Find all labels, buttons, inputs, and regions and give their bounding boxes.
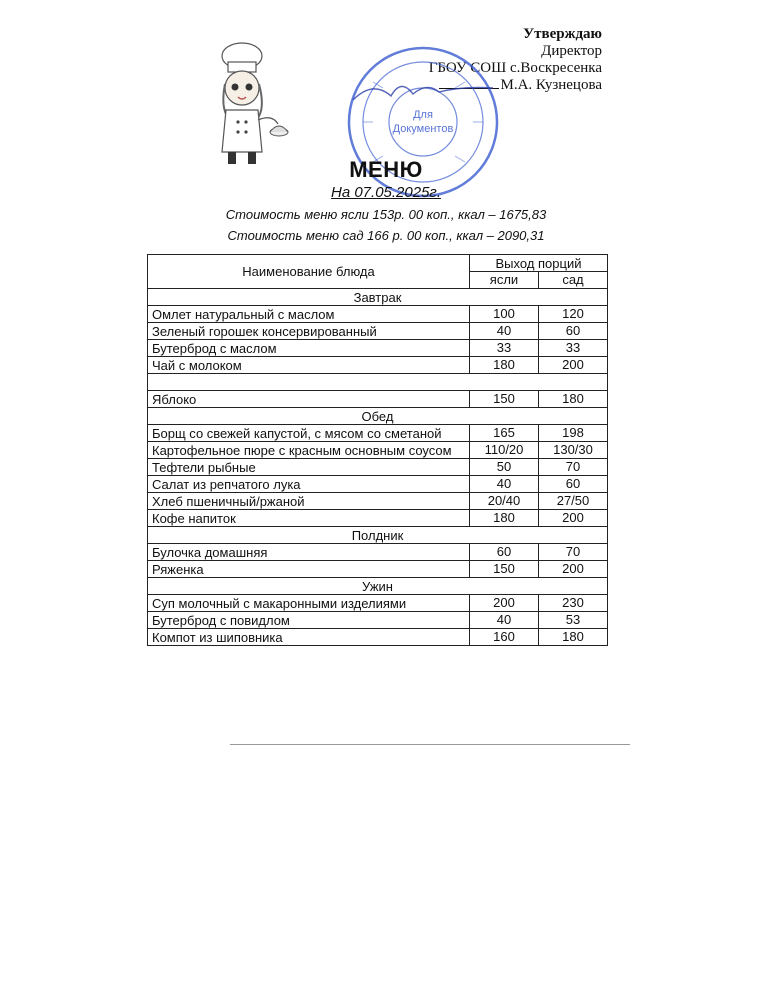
portion-kindergarten: 27/50 (539, 493, 608, 510)
header-kindergarten: сад (539, 272, 608, 289)
table-row (148, 476, 608, 493)
portion-kindergarten: 198 (539, 425, 608, 442)
section-lunch (148, 408, 608, 425)
table-row (148, 306, 608, 323)
section-breakfast (148, 289, 608, 306)
portion-nursery: 160 (470, 629, 539, 646)
dish-name: Зеленый горошек консервированный (148, 323, 470, 340)
dish-name: Кофе напиток (148, 510, 470, 527)
portion-nursery: 33 (470, 340, 539, 357)
portion-nursery: 150 (470, 391, 539, 408)
approval-title: Утверждаю (523, 26, 602, 42)
menu-title: МЕНЮ (349, 157, 423, 182)
portion-kindergarten: 60 (539, 323, 608, 340)
portion-nursery: 100 (470, 306, 539, 323)
table-row (148, 510, 608, 527)
table-row (148, 391, 608, 408)
portion-kindergarten: 70 (539, 544, 608, 561)
portion-kindergarten: 120 (539, 306, 608, 323)
approval-org: ГБОУ СОШ с.Воскресенка (428, 60, 602, 76)
table-row (148, 493, 608, 510)
portion-kindergarten: 180 (539, 629, 608, 646)
portion-kindergarten: 230 (539, 595, 608, 612)
portion-kindergarten: 180 (539, 391, 608, 408)
portion-kindergarten: 130/30 (539, 442, 608, 459)
table-header-row (148, 255, 608, 272)
table-row (148, 595, 608, 612)
section-title: Ужин (148, 578, 608, 595)
chef-girl-illustration (200, 40, 290, 170)
cost-nursery: Стоимость меню ясли 153р. 00 коп., ккал – 1675,83 (225, 207, 547, 222)
approval-position: Директор (541, 43, 602, 59)
blank-cell (148, 374, 608, 391)
dish-name: Чай с молоком (148, 357, 470, 374)
table-row (148, 459, 608, 476)
section-title: Завтрак (148, 289, 608, 306)
portion-nursery: 50 (470, 459, 539, 476)
dish-name: Суп молочный с макаронными изделиями (148, 595, 470, 612)
dish-name: Картофельное пюре с красным основным соусом (148, 442, 470, 459)
header-dish: Наименование блюда (148, 255, 470, 289)
section-snack (148, 527, 608, 544)
cost-kindergarten: Стоимость меню сад 166 р. 00 коп., ккал – 2090,31 (227, 228, 545, 243)
dish-name: Тефтели рыбные (148, 459, 470, 476)
header-portion: Выход порций (470, 255, 608, 272)
portion-kindergarten: 53 (539, 612, 608, 629)
dish-name: Компот из шиповника (148, 629, 470, 646)
portion-nursery: 180 (470, 510, 539, 527)
portion-kindergarten: 60 (539, 476, 608, 493)
bottom-divider (230, 744, 630, 745)
svg-text:Для: Для (413, 109, 433, 121)
portion-kindergarten: 200 (539, 357, 608, 374)
svg-text:Документов: Документов (392, 123, 454, 135)
table-row (148, 561, 608, 578)
dish-name: Борщ со свежей капустой, с мясом со сметаной (148, 425, 470, 442)
table-row (148, 544, 608, 561)
portion-nursery: 40 (470, 612, 539, 629)
portion-kindergarten: 200 (539, 561, 608, 578)
portion-nursery: 110/20 (470, 442, 539, 459)
table-row (148, 323, 608, 340)
table-row (148, 442, 608, 459)
blank-row (148, 374, 608, 391)
menu-date: На 07.05.2025г. (331, 184, 441, 201)
portion-nursery: 200 (470, 595, 539, 612)
portion-nursery: 40 (470, 323, 539, 340)
dish-name: Яблоко (148, 391, 470, 408)
table-row (148, 357, 608, 374)
section-title: Полдник (148, 527, 608, 544)
section-dinner (148, 578, 608, 595)
table-row (148, 612, 608, 629)
table-row (148, 340, 608, 357)
portion-nursery: 150 (470, 561, 539, 578)
portion-nursery: 40 (470, 476, 539, 493)
approval-name: М.А. Кузнецова (500, 77, 602, 93)
portion-nursery: 60 (470, 544, 539, 561)
portion-nursery: 165 (470, 425, 539, 442)
portion-nursery: 180 (470, 357, 539, 374)
section-title: Обед (148, 408, 608, 425)
menu-table (147, 254, 608, 646)
dish-name: Бутерброд с маслом (148, 340, 470, 357)
dish-name: Ряженка (148, 561, 470, 578)
table-row (148, 425, 608, 442)
dish-name: Хлеб пшеничный/ржаной (148, 493, 470, 510)
dish-name: Омлет натуральный с маслом (148, 306, 470, 323)
portion-kindergarten: 33 (539, 340, 608, 357)
dish-name: Салат из репчатого лука (148, 476, 470, 493)
portion-kindergarten: 200 (539, 510, 608, 527)
dish-name: Булочка домашняя (148, 544, 470, 561)
portion-kindergarten: 70 (539, 459, 608, 476)
header-nursery: ясли (470, 272, 539, 289)
table-row (148, 629, 608, 646)
portion-nursery: 20/40 (470, 493, 539, 510)
dish-name: Бутерброд с повидлом (148, 612, 470, 629)
